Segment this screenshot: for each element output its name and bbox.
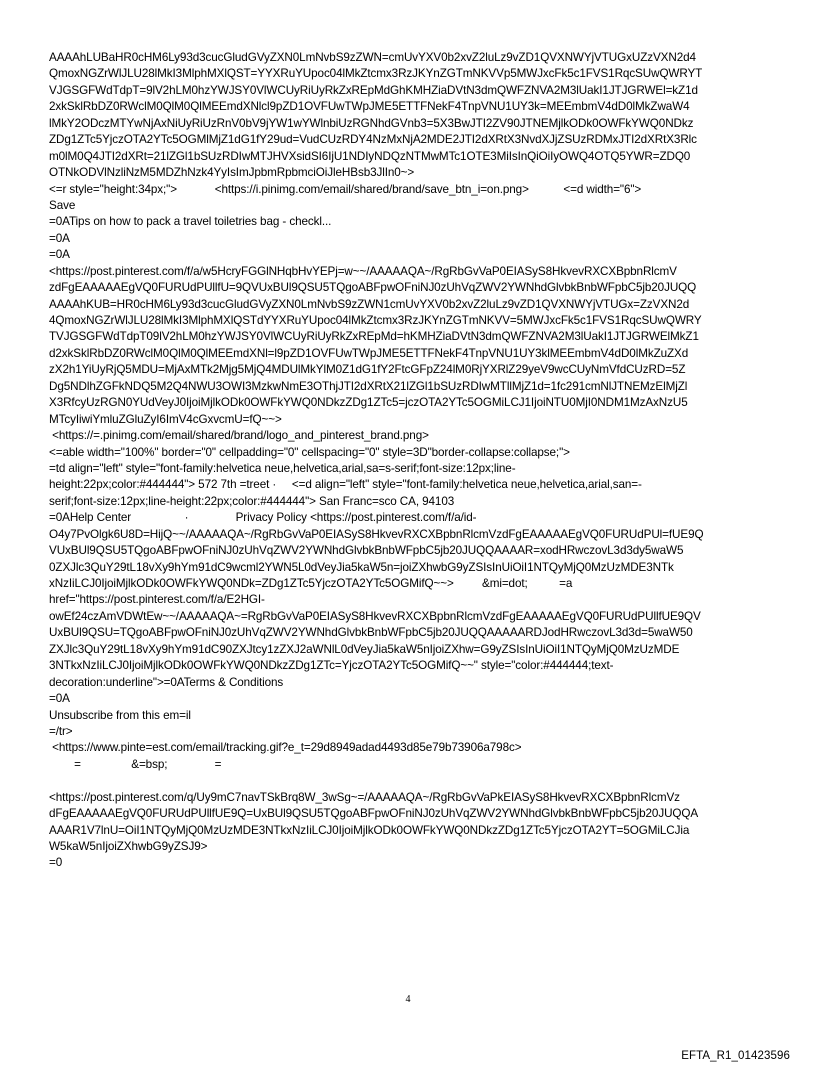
text-line: OTNkODVlNzliNzM5MDZhNzk4YyIsImJpbmRpbmciOiJleHBsb3JlIn0~> — [49, 166, 415, 180]
text-line: AAAR1V7lnU=OiI1NTQyMjQ0MzUzMDE3NTkxNzIiLCJ0IjoiMjlkODk0OWFkYWQ0NDkzZDg1ZTc5YjczOTA2YT=5OGMiLCJia — [49, 823, 690, 837]
text-line: <https://www.pinte=est.com/email/tracking.gif?e_t=29d8949adad4493d85e79b73906a798c> — [49, 741, 522, 755]
text-line: =0AHelp Center · Privacy Policy <https://post.pinterest.com/f/a/id- — [49, 511, 477, 525]
text-line: =td align="left" style="font-family:helvetica neue,helvetica,arial,sa=s-serif;font-size:12px;line- — [49, 461, 516, 475]
text-line: <=able width="100%" border="0" cellpadding="0" cellspacing="0" style=3D"border-collapse:collapse;"> — [49, 445, 570, 459]
text-line: d2xkSklRbDZ0RWclM0QlM0QlMEEmdXNl=l9pZD1OVFUwTWpJME5ETTFNekF4TnpVNU1UY3klMEEmbmV4dD0lMkZuZXd — [49, 346, 689, 360]
text-line: 3NTkxNzIiLCJ0IjoiMjlkODk0OWFkYWQ0NDkzZDg1ZTc=YjczOTA2YTc5OGMifQ~~" style="color:#444444;text- — [49, 659, 614, 673]
text-line: UxBUl9QSU=TQgoABFpwOFniNJ0zUhVqZWV2YWNhdGlvbkBnbWFpbC5jb20JUQQAAAAARDJodHRwczovL3d3d=5waW50 — [49, 626, 693, 640]
text-line: decoration:underline">=0ATerms & Conditions — [49, 675, 284, 689]
text-line: <=r style="height:34px;"> <https://i.pinimg.com/email/shared/brand/save_btn_i=on.png> <=d width="6"> — [49, 182, 642, 196]
text-line: <https://post.pinterest.com/f/a/w5HcryFGGlNHqbHvYEPj=w~~/AAAAAQA~/RgRbGvVaP0EIASyS8HkvevRXCXBpbnRlcmV — [49, 264, 677, 278]
text-line: dFgEAAAAAEgVQ0FURUdPUllfUE9Q=UxBUl9QSU5TQgoABFpwOFniNJ0zUhVqZWV2YWNhdGlvbkBnbWFpbC5jb20JUQQA — [49, 807, 699, 821]
text-line: zdFgEAAAAAEgVQ0FURUdPUllfU=9QVUxBUl9QSU5TQgoABFpwOFniNJ0zUhVqZWV2YWNhdGlvbkBnbWFpbC5jb20JUQQ — [49, 281, 697, 295]
text-line: O4y7PvOlgk6U8D=HijQ~~/AAAAAQA~/RgRbGvVaP0EIASyS8HkvevRXCXBpbnRlcmVzdFgEAAAAAEgVQ0FURUdPUl=fUE9Q — [49, 527, 704, 541]
text-line: 4QmoxNGZrWlJLU28lMkI3MlphMXlQSTdYYXRuYUpoc04lMkZtcmx3RzJKYnZGTmNKVV=5MWJxcFk5c1FVS1RqcSUwQWRY — [49, 314, 702, 327]
text-line: <https://post.pinterest.com/q/Uy9mC7navTSkBrq8W_3wSg~=/AAAAAQA~/RgRbGvVaPkEIASyS8HkvevRXCXBpbnRlcmVz — [49, 790, 680, 804]
text-line — [49, 773, 781, 789]
text-line: <https://=.pinimg.com/email/shared/brand/logo_and_pinterest_brand.png> — [49, 429, 429, 443]
text-line: href="https://post.pinterest.com/f/a/E2HGI- — [49, 593, 265, 607]
text-line: VJGSGFWdTdpT=9lV2hLM0hzYWJSY0VlWCUyRiUyRkZxREpMdGhKMHZiaDVtN3dmQWFZNVA2M3lUakI1JTJGRWEl=kZ1d — [49, 83, 698, 97]
text-line: AAAAhLUBaHR0cHM6Ly93d3cucGludGVyZXN0LmNvbS9zZWN=cmUvYXV0b2xvZ2luLz9vZD1QVXNWYjVTUGxUZzVXN2d4 — [49, 51, 696, 64]
text-line: = &=bsp; = — [49, 757, 222, 771]
text-line: xNzIiLCJ0IjoiMjlkODk0OWFkYWQ0NDk=ZDg1ZTc5YjczOTA2YTc5OGMifQ~~> &mi=dot; =a — [49, 577, 573, 590]
text-line: =0ATips on how to pack a travel toiletries bag - checkl... — [49, 215, 332, 229]
text-line: ZXJlc3QuY29tL18vXy9hYm91dC90ZXJtcy1zZXJ2aWNlL0dVeyJia5kaW5nIjoiZXhw=G9yZSIsInUiOiI1NTQyMjQ0MzUzMDE — [49, 642, 680, 656]
text-line: AAAAhKUB=HR0cHM6Ly93d3cucGludGVyZXN0LmNvbS9zZWN1cmUvYXV0b2xvZ2luLz9vZD1QVXNWYjVTUGx=ZzVXN2d — [49, 297, 690, 311]
text-line: m0lM0Q4JTI2dXRt=21lZGl1bSUzRDIwMTJHVXsidSI6IjU1NDIyNDQzNTMwMTc1OTE3MiIsInQiOiIyOWQ4OTQ5YWR=ZDQ0 — [49, 149, 691, 163]
text-line: owEf24czAmVDWtEw~~/AAAAAQA~=RgRbGvVaP0EIASyS8HkvevRXCXBpbnRlcmVzdFgEAAAAAEgVQ0FURUdPUllfUE9QV — [49, 609, 701, 623]
text-line: MTcyIiwiYmluZGluZyI6ImV4cGxvcmU=fQ~~> — [49, 412, 282, 426]
text-line: 0ZXJlc3QuY29tL18vXy9hYm91dC9wcml2YWN5L0dVeyJia5kaW5n=joiZXhwbG9yZSIsInUiOiI1NTQyMjQ0MzUzMDE3NTk — [49, 560, 674, 574]
text-line: QmoxNGZrWlJLU28lMkI3MlphMXlQST=YYXRuYUpoc04lMkZtcmx3RzJKYnZGTmNKVVp5MWJxcFk5c1FVS1RqcSUwQWRYT — [49, 67, 703, 81]
text-line: X3RfcyUzRGN0YUdVeyJ0IjoiMjlkODk0OWFkYWQ0NDkzZDg1ZTc5=jczOTA2YTc5OGMiLCJ1IjoiNTU0MjI0NDM1MzAxNzU5 — [49, 396, 688, 410]
text-line: =0 — [49, 856, 63, 870]
page-number: 4 — [405, 994, 411, 1005]
email-source-text — [49, 50, 781, 872]
text-line: 2xkSklRbDZ0RWclM0QlM0QlMEEmdXNlcl9pZD1OVFUwTWpJME5ETTFNekF4TnpVNU1UY3k=MEEmbmV4dD0lMkZwaW4 — [49, 100, 690, 114]
text-line: W5kaW5nIjoiZXhwbG9yZSJ9> — [49, 840, 208, 853]
text-line: TVJGSGFWdTdpT09lV2hLM0hzYWJSY0VlWCUyRiUyRkZxREpMd=hKMHZiaDVtN3dmQWFZNVA2M3lUakI1JTJGRWElMkZ1 — [49, 330, 699, 344]
text-line: Save — [49, 198, 76, 212]
text-line: Unsubscribe from this em=il — [49, 708, 191, 722]
text-line: Dg5NDlhZGFkNDQ5M2Q4NWU3OWI3MzkwNmE3OThjJTI2dXRtX21lZGl1bSUzRDIwMTllMjZ1d=1fc291cmNlJTNEMzElMjZl — [49, 379, 688, 393]
text-line: height:22px;color:#444444"> 572 7th =treet · <=d align="left" style="font-family:helvetica neue,helvetica,arial,san=- — [49, 478, 642, 492]
text-line: serif;font-size:12px;line-height:22px;color:#444444"> San Franc=sco CA, 94103 — [49, 494, 455, 508]
bates-number: EFTA_R1_01423596 — [681, 1050, 790, 1062]
text-line: =0A — [49, 692, 70, 706]
text-line: =0A — [49, 231, 70, 245]
text-line: VUxBUl9QSU5TQgoABFpwOFniNJ0zUhVqZWV2YWNhdGlvbkBnbWFpbC5jb20JUQQAAAAR=xodHRwczovL3d3dy5waW5 — [49, 544, 684, 558]
text-line: =0A — [49, 248, 70, 262]
text-line: =/tr> — [49, 724, 73, 738]
text-line: ZDg1ZTc5YjczOTA2YTc5OGMlMjZ1dG1fY29ud=VudCUzRDY4NzMxNjA2MDE2JTI2dXRtX3NvdXJjZSUzRDMxJTI2dXRtX3Rlc — [49, 133, 697, 147]
text-line: lMkY2ODczMTYwNjAxNiUyRiUzRnV0bV9jYW1wYWlnbiUzRGNhdGVnb3=5X3BwJTI2ZV90JTNEMjlkODk0OWFkYWQ0NDkz — [49, 116, 694, 130]
text-line: zX2h1YiUyRjQ5MDU=MjAxMTk2Mjg5MjQ4MDUlMkYlM0Z1dG1fY2FtcGFpZ24lM0RjYXRlZ29yeV9wcCUyNmVfdCUzRD=5Z — [49, 363, 686, 377]
